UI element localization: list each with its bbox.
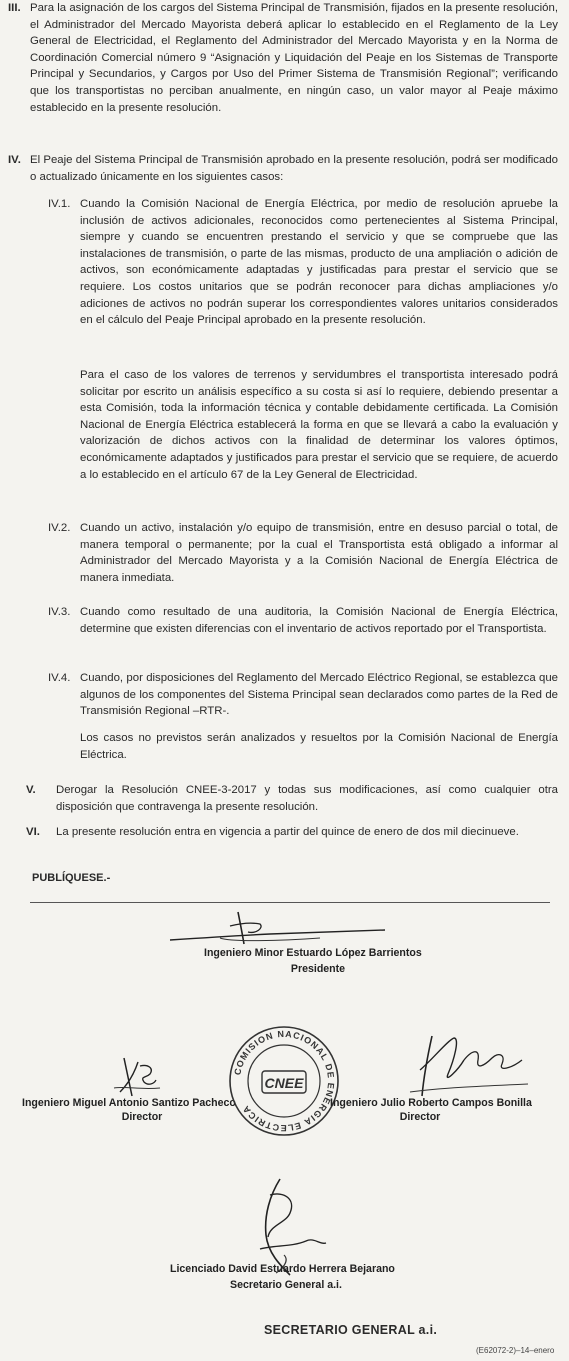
- director-left-role: Director: [121, 1111, 163, 1123]
- publiquese-label: PUBLÍQUESE.-: [32, 872, 111, 884]
- president-role: Presidente: [290, 963, 346, 975]
- section-number-iv: IV.: [8, 154, 21, 166]
- section-v-text: Derogar la Resolución CNEE-3-2017 y todas sus modificaciones, así como cualquier otra disposición que contravenga la presente resolución.: [56, 784, 558, 813]
- director-right-role: Director: [399, 1111, 441, 1123]
- section-vi-text: La presente resolución entra en vigencia a partir del quince de enero de dos mil diecinueve.: [56, 826, 519, 838]
- director-left-name: Ingeniero Miguel Antonio Santizo Pacheco: [22, 1097, 236, 1109]
- section-iv4-text: Cuando, por disposiciones del Reglamento del Mercado Eléctrico Regional, se establezca que algunos de los componentes del Sistema Principal sean declarados como partes de la Red de Transmisión Regional –RTR-.: [80, 672, 558, 718]
- section-number-iv1: IV.1.: [48, 198, 71, 210]
- section-iii-text: Para la asignación de los cargos del Sistema Principal de Transmisión, fijados en la presente resolución, el Administrador del Mercado Mayorista deberá aplicar lo establecido en el Reglamento de la Ley General de Electricidad, el Reglamento del Administrador del Mercado Mayorista y en la Norma de Coordinación Comercial número 9 “Asignación y Liquidación del Peaje en los Sistemas de Transporte Principal y Secundarios, y Cargos por Uso del Primer Sistema de Transmisión Regional”; verificando que los transportistas no perciban anualmente, en ningún caso, un valor mayor al Peaje máximo establecido en la presente resolución.: [30, 2, 558, 114]
- section-number-v: V.: [26, 784, 36, 796]
- section-iv1-text-2: Para el caso de los valores de terrenos y servidumbres el transportista interesado podrá solicitar por escrito un análisis específico a su costa si así lo requiere, debiendo presentar a esta Comisión, toda la información técnica y contable debidamente certificada. La Comisión Nacional de Energía Eléctrica establecerá la forma en que se llevará a cabo la evaluación y valorización de dichos activos con la finalidad de determinar los valores óptimos, económicamente adaptados y justificados para prestar el servicio que se requiere, de acuerdo a lo establecido en el artículo 67 de la Ley General de Electricidad.: [80, 369, 558, 481]
- cnee-seal: [226, 1023, 342, 1139]
- section-iv-text: El Peaje del Sistema Principal de Transmisión aprobado en la presente resolución, podrá ser modificado o actualizado únicamente en los siguientes casos:: [30, 154, 558, 183]
- section-number-vi: VI.: [26, 826, 40, 838]
- seal-center-text: CNEE: [264, 1075, 304, 1091]
- section-iv4-text-2: Los casos no previstos serán analizados y resueltos por la Comisión Nacional de Energía Eléctrica.: [80, 732, 558, 761]
- seal-ring-text: COMISION NACIONAL DE ENERGIA ELECTRICA: [232, 1028, 337, 1134]
- section-number-iv3: IV.3.: [48, 606, 71, 618]
- secretary-name: Licenciado David Estuardo Herrera Bejarano: [170, 1263, 395, 1275]
- reference-code: (E62072-2)–14–enero: [476, 1346, 555, 1355]
- director-left-signature: [110, 1052, 170, 1102]
- section-number-iv4: IV.4.: [48, 672, 71, 684]
- secretary-role: Secretario General a.i.: [230, 1279, 342, 1291]
- director-right-name: Ingeniero Julio Roberto Campos Bonilla: [330, 1097, 532, 1109]
- president-signature: [160, 908, 400, 950]
- section-number-iii: III.: [8, 2, 21, 14]
- section-iv3-text: Cuando como resultado de una auditoria, la Comisión Nacional de Energía Eléctrica, determine que existen diferencias con el inventario de activos reportado por el Transportista.: [80, 606, 558, 635]
- divider-line: [30, 902, 550, 903]
- director-right-signature: [402, 1030, 532, 1100]
- president-name: Ingeniero Minor Estuardo López Barrientos: [204, 947, 422, 959]
- section-number-iv2: IV.2.: [48, 522, 71, 534]
- section-iv2-text: Cuando un activo, instalación y/o equipo de transmisión, entre en desuso parcial o total, de manera temporal o permanente; por la cual el Transportista está obligado a informar al Administrador del Mercado Mayorista y a la Comisión Nacional de Energía Eléctrica de manera inmediata.: [80, 522, 558, 584]
- section-iv1-text: Cuando la Comisión Nacional de Energía Eléctrica, por medio de resolución apruebe la inclusión de activos adicionales, reconocidos como pertenecientes al Sistema Principal, siempre y cuando se encuentren prestando el servicio y que se compruebe que las instalaciones de transmisión, o parte de las mismas, producto de una ampliación o adición de activos, son económicamente adaptadas y justificadas para prestar el servicio que se requiere. Los costos unitarios que se podrán reconocer para dichas ampliaciones y/o adiciones de activos no podrán superar los correspondientes valores unitarios considerados en el cálculo del Peaje Principal aprobado en la presente resolución.: [80, 198, 558, 327]
- footer-title: SECRETARIO GENERAL a.i.: [264, 1323, 438, 1337]
